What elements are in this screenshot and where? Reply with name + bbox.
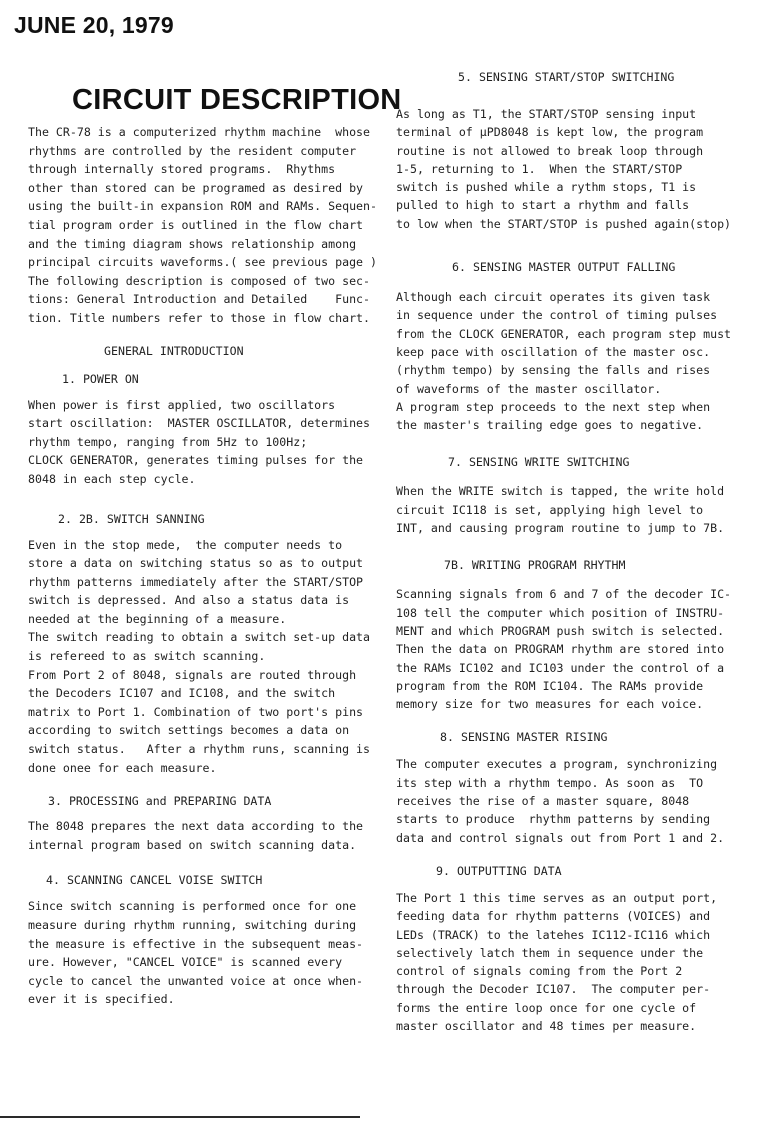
section-9-text: The Port 1 this time serves as an output port, feeding data for rhythm patterns (VOICES) and LEDs (TRACK) to the latehes IC112-IC116 which selectively latch them in sequence under the control of signals coming from the Port 2 through the Decoder IC107. The computer per- forms the entire loop once for one cycle of master oscillator and 48 times per measure. [396, 890, 718, 1033]
section-8-heading: 8. SENSING MASTER RISING [440, 730, 608, 745]
section-7-text: When the WRITE switch is tapped, the write hold circuit IC118 is set, applying high level to INT, and causing program routine to jump to 7B. [396, 484, 725, 536]
right-column [396, 68, 762, 1035]
section-3-text: The 8048 prepares the next data according to the internal program based on switch scanning data. [28, 819, 364, 852]
section-1-text: When power is first applied, two oscillators start oscillation: MASTER OSCILLATOR, determines rhythm tempo, ranging from 5Hz to 100Hz; CLOCK GENERATOR, generates timing pulses for the 8048 in each step cycle. [28, 397, 371, 486]
section-7b-heading: 7B. WRITING PROGRAM RHYTHM [444, 558, 626, 573]
section-9-heading: 9. OUTPUTTING DATA [436, 863, 562, 878]
general-introduction-heading: GENERAL INTRODUCTION [104, 343, 244, 358]
section-5-text: As long as T1, the START/STOP sensing input terminal of µPD8048 is kept low, the program routine is not allowed to break loop through 1-5, returning to 1. When the START/STOP switch is pushed while a rythm stops, T1 is pulled to high to start a rhythm and falls to low when the START/STOP is pushed again(stop) [396, 107, 732, 231]
section-4-heading: 4. SCANNING CANCEL VOISE SWITCH [46, 873, 263, 888]
page-title: CIRCUIT DESCRIPTION [72, 84, 402, 116]
bottom-rule [0, 1116, 360, 1118]
section-6-heading: 6. SENSING MASTER OUTPUT FALLING [452, 260, 676, 275]
section-2-heading: 2. 2B. SWITCH SANNING [58, 511, 205, 526]
section-6-text: Although each circuit operates its given task in sequence under the control of timing pulses from the CLOCK GENERATOR, each program step must keep pace with oscillation of the master osc. (rhythm tempo) by sensing the falls and rises of waveforms of the master oscillator. A program step proceeds to the next step when the master's trailing edge goes to negative. [396, 290, 732, 433]
section-5-heading: 5. SENSING START/STOP SWITCHING [458, 70, 675, 84]
section-8-text: The computer executes a program, synchronizing its step with a rhythm tempo. As soon as TO receives the rise of a master square, 8048 starts to produce rhythm patterns by sending data and control signals out from Port 1 and 2. [396, 757, 725, 845]
page-date: JUNE 20, 1979 [14, 12, 174, 38]
section-1-heading: 1. POWER ON [62, 371, 139, 386]
section-7b-text: Scanning signals from 6 and 7 of the decoder IC- 108 tell the computer which position of INSTRU- MENT and which PROGRAM push switch is selected. Then the data on PROGRAM rhythm are stored into the RAMs IC102 and IC103 under the control of a program from the ROM IC104. The RAMs provide memory size for two measures for each voice. [396, 587, 732, 712]
section-2-text: Even in the stop mede, the computer needs to store a data on switching status so as to output rhythm patterns immediately after the START/STOP switch is depressed. And also a status data is needed at the beginning of a measure. The switch reading to obtain a switch set-up data is refereed to as switch scanning. From Port 2 of 8048, signals are routed through the Decoders IC107 and IC108, and the switch matrix to Port 1. Combination of two port's pins according to switch settings becomes a data on switch status. After a rhythm runs, scanning is done onee for each measure. [28, 537, 371, 775]
section-4-text: Since switch scanning is performed once for one measure during rhythm running, switching during the measure is effective in the subsequent meas- ure. However, "CANCEL VOICE" is scanned every cycle to cancel the unwanted voice at once when- ever it is specified. [28, 899, 364, 1007]
section-3-heading: 3. PROCESSING and PREPARING DATA [48, 794, 272, 809]
section-7-heading: 7. SENSING WRITE SWITCHING [448, 455, 630, 470]
left-column [28, 123, 380, 1009]
intro-paragraph: The CR-78 is a computerized rhythm machine whose rhythms are controlled by the resident computer through internally stored programs. Rhythms other than stored can be programed as desired by using the built-in expansion ROM and RAMs. Sequen- tial program order is outlined in the flow chart and the timing diagram shows relationship among principal circuits waveforms.( see previous page ) The following description is composed of two sec- tions: General Introduction and Detailed Func- tion. Title numbers refer to those in flow chart. [28, 125, 378, 325]
